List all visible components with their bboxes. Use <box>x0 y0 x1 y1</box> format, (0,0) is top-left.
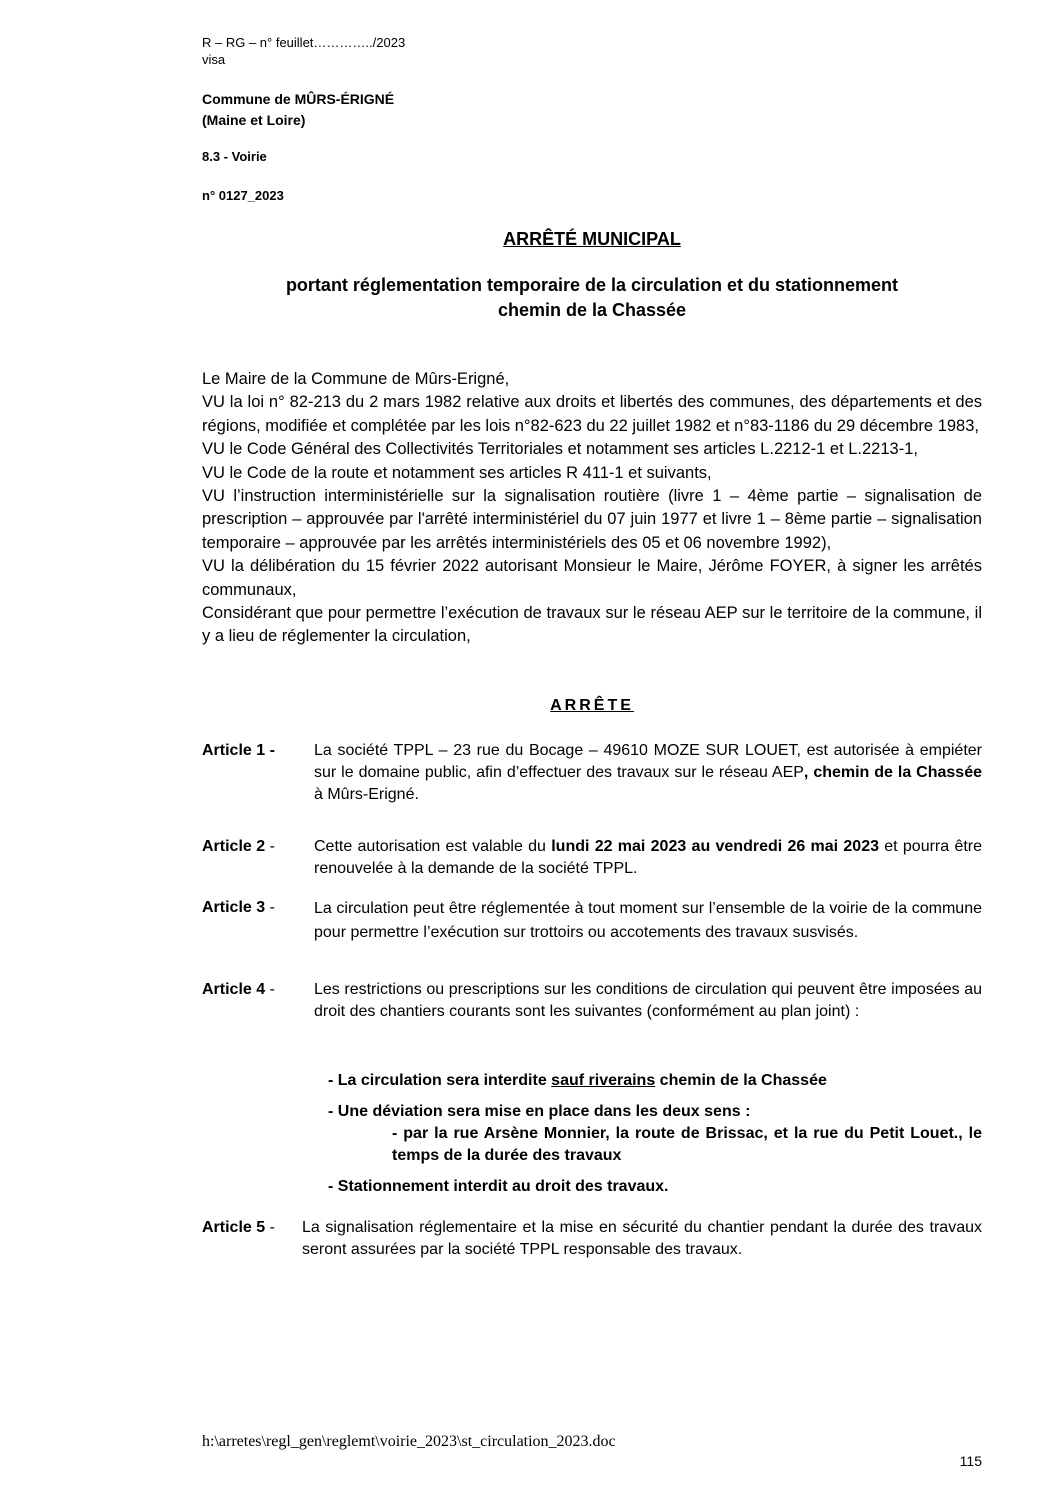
prescription-1-before: - La circulation sera interdite <box>328 1072 552 1089</box>
article-3-text: La circulation peut être réglementée à tout moment sur l’ensemble de la voirie de la commune pour permettre l’exécution sur trottoirs ou accotements des travaux susvisés. <box>314 900 982 941</box>
preamble-line: Le Maire de la Commune de Mûrs-Erigné, <box>202 370 510 388</box>
article-1-body: La société TPPL – 23 rue du Bocage – 49610 MOZE SUR LOUET, est autorisée à empiéter sur le domaine public, afin d’effectuer des travaux sur le réseau AEP <box>314 742 982 781</box>
file-path: h:\arretes\regl_gen\reglemt\voirie_2023\st_circulation_2023.doc <box>202 1433 616 1450</box>
section-label: 8.3 - Voirie <box>202 149 267 164</box>
prescription-1-after: chemin de la Chassée <box>655 1072 827 1089</box>
article-5-text: La signalisation réglementaire et la mise en sécurité du chantier pendant la durée des travaux seront assurées par la société TPPL responsable des travaux. <box>302 1219 982 1258</box>
article-1-bold: , chemin de la Chassée <box>803 764 982 781</box>
preamble-line: VU le Code Général des Collectivités Territoriales et notamment ses articles L.2212-1 et L.2213-1, <box>202 440 918 459</box>
article-3-label-bold: Article 3 <box>202 899 266 916</box>
prescription-item <box>328 1101 982 1167</box>
article-1-text <box>314 740 982 806</box>
article-3-label-rest: - <box>265 899 275 916</box>
subtitle-line-1: portant réglementation temporaire de la circulation et du stationnement <box>285 275 899 295</box>
preamble-line: VU la délibération du 15 février 2022 autorisant Monsieur le Maire, Jérôme FOYER, à signer les arrêtés communaux, <box>202 557 982 599</box>
prescription-item <box>328 1070 982 1092</box>
article-2-after: et pourra être renouvelée à la demande de la société TPPL. <box>314 838 983 877</box>
departement-name: (Maine et Loire) <box>202 112 306 128</box>
article-4-label <box>202 979 275 1001</box>
article-5-label-bold: Article 5 <box>202 1219 266 1236</box>
article-1-label-text: Article 1 - <box>202 742 275 759</box>
preamble-line: Considérant que pour permettre l’exécution de travaux sur le réseau AEP sur le territoire de la commune, il y a lieu de réglementer la circulation, <box>202 604 982 646</box>
article-5-label-rest: - <box>265 1219 275 1236</box>
article-3-label <box>202 897 275 919</box>
article-1-tail: à Mûrs-Erigné. <box>314 786 419 803</box>
preamble <box>202 368 982 649</box>
preamble-line: VU la loi n° 82-213 du 2 mars 1982 relative aux droits et libertés des communes, des départements et des régions, modifiée et complétée par les lois n°82-623 du 22 juillet 1982 et n°83-1186 du 29 décembre 1983, <box>202 393 982 435</box>
article-4-label-rest: - <box>265 981 275 998</box>
article-2-before: Cette autorisation est valable du <box>314 838 552 855</box>
subtitle-line-2: chemin de la Chassée <box>497 300 687 320</box>
article-2-label-bold: Article 2 <box>202 838 266 855</box>
prescription-2-detour: - par la rue Arsène Monnier, la route de Brissac, et la rue du Petit Louet., le temps de la durée des travaux <box>392 1125 982 1164</box>
article-2-label-rest: - <box>265 838 275 855</box>
commune-name: Commune de MÛRS-ÉRIGNÉ <box>202 91 395 107</box>
document-title: ARRÊTÉ MUNICIPAL <box>503 229 681 249</box>
prescription-2: - Une déviation sera mise en place dans les deux sens : <box>328 1103 751 1120</box>
reference-block <box>202 34 405 68</box>
article-2-dates: lundi 22 mai 2023 au vendredi 26 mai 2023 <box>551 838 879 855</box>
prescription-1-underlined: sauf riverains <box>551 1072 656 1089</box>
prescriptions-list <box>328 1070 982 1207</box>
article-5-label <box>202 1217 275 1239</box>
article-2-text <box>314 836 982 880</box>
arrete-number: n° 0127_2023 <box>202 188 284 203</box>
reference-line: R – RG – n° feuillet…………../2023 <box>202 35 406 50</box>
article-2-label <box>202 836 275 858</box>
document-subtitle <box>202 273 982 323</box>
preamble-line: VU le Code de la route et notamment ses articles R 411-1 et suivants, <box>202 463 712 482</box>
prescription-item: - Stationnement interdit au droit des travaux. <box>328 1178 669 1195</box>
arrete-heading: ARRÊTE <box>550 697 634 714</box>
article-1-label <box>202 740 275 762</box>
preamble-line: VU l’instruction interministérielle sur la signalisation routière (livre 1 – 4ème partie – signalisation de prescription – approuvée par l'arrêté interministériel du 07 juin 1977 et livre 1 – 8ème partie – signalisation temporaire – approuvée par les arrêtés interministériels des 05 et 06 novembre 1992), <box>202 487 982 552</box>
article-4-text: Les restrictions ou prescriptions sur les conditions de circulation qui peuvent être imposées au droit des chantiers courants sont les suivantes (conformément au plan joint) : <box>314 981 982 1020</box>
article-4-label-bold: Article 4 <box>202 981 266 998</box>
page-number: 115 <box>959 1453 982 1469</box>
commune-block <box>202 89 394 131</box>
visa-label: visa <box>202 52 226 67</box>
